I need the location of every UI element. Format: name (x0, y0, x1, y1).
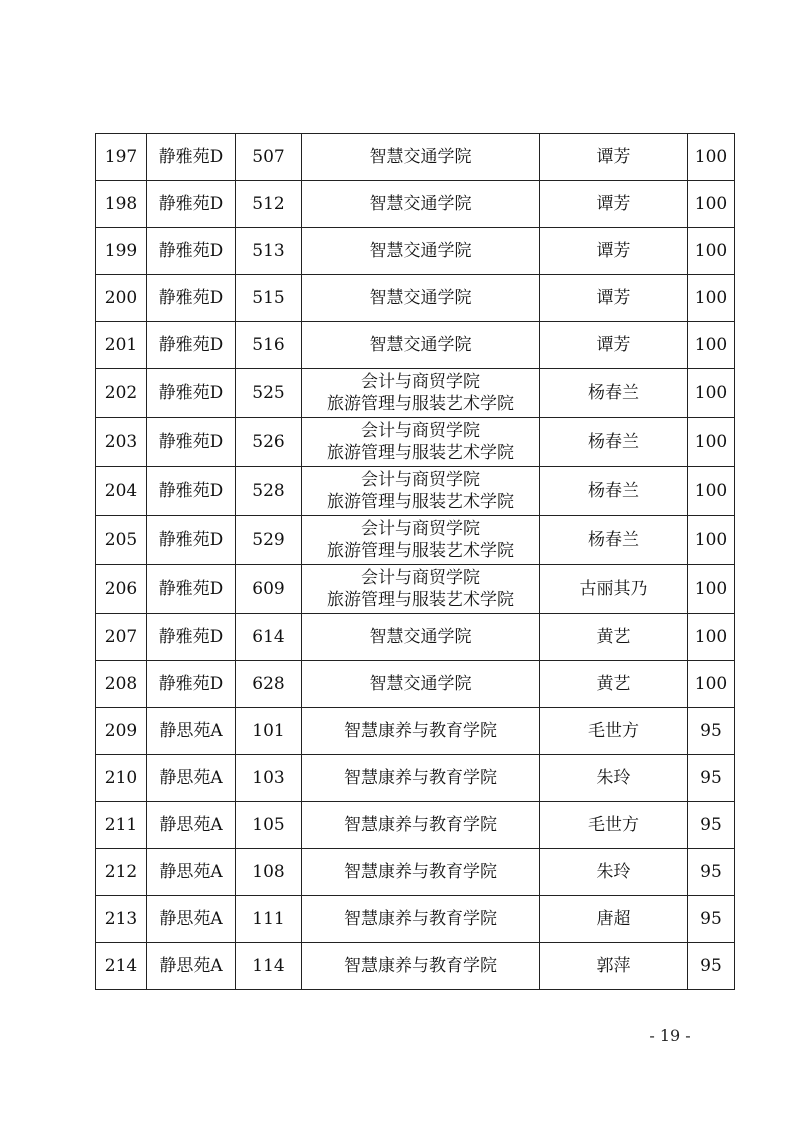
room-cell: 108 (236, 849, 302, 896)
department-cell (302, 467, 540, 516)
table-row (96, 708, 735, 755)
room-cell: 529 (236, 516, 302, 565)
row-number-cell: 211 (96, 802, 147, 849)
table-row (96, 614, 735, 661)
department-line: 智慧康养与教育学院 (344, 815, 497, 835)
department-cell (302, 614, 540, 661)
score-cell: 95 (688, 896, 735, 943)
row-number-cell: 209 (96, 708, 147, 755)
person-cell: 朱玲 (540, 849, 688, 896)
row-number-cell: 208 (96, 661, 147, 708)
row-number-cell: 212 (96, 849, 147, 896)
person-cell: 谭芳 (540, 181, 688, 228)
department-line: 会计与商贸学院 (361, 421, 480, 441)
row-number-cell: 198 (96, 181, 147, 228)
department-line: 会计与商贸学院 (361, 372, 480, 392)
room-cell: 516 (236, 322, 302, 369)
department-cell (302, 322, 540, 369)
department-line: 智慧交通学院 (369, 674, 472, 694)
room-cell: 609 (236, 565, 302, 614)
department-line: 旅游管理与服装艺术学院 (327, 394, 514, 414)
table-row (96, 802, 735, 849)
score-cell: 100 (688, 322, 735, 369)
building-cell: 静雅苑D (147, 467, 236, 516)
room-cell: 507 (236, 134, 302, 181)
person-cell: 郭萍 (540, 943, 688, 990)
room-cell: 515 (236, 275, 302, 322)
room-cell: 525 (236, 369, 302, 418)
department-line: 旅游管理与服装艺术学院 (327, 541, 514, 561)
score-cell: 95 (688, 943, 735, 990)
score-cell: 100 (688, 228, 735, 275)
table-row (96, 322, 735, 369)
department-cell (302, 418, 540, 467)
table-row (96, 181, 735, 228)
room-cell: 111 (236, 896, 302, 943)
room-cell: 628 (236, 661, 302, 708)
department-line: 智慧康养与教育学院 (344, 721, 497, 741)
building-cell: 静雅苑D (147, 565, 236, 614)
building-cell: 静思苑A (147, 849, 236, 896)
row-number-cell: 207 (96, 614, 147, 661)
score-cell: 100 (688, 275, 735, 322)
department-line: 会计与商贸学院 (361, 470, 480, 490)
person-cell: 谭芳 (540, 228, 688, 275)
department-line: 智慧康养与教育学院 (344, 768, 497, 788)
building-cell: 静思苑A (147, 802, 236, 849)
department-cell (302, 134, 540, 181)
building-cell: 静雅苑D (147, 516, 236, 565)
building-cell: 静雅苑D (147, 134, 236, 181)
score-cell: 100 (688, 369, 735, 418)
table-row (96, 943, 735, 990)
row-number-cell: 214 (96, 943, 147, 990)
department-line: 智慧康养与教育学院 (344, 909, 497, 929)
department-line: 智慧交通学院 (369, 627, 472, 647)
row-number-cell: 213 (96, 896, 147, 943)
room-cell: 614 (236, 614, 302, 661)
row-number-cell: 206 (96, 565, 147, 614)
person-cell: 古丽其乃 (540, 565, 688, 614)
room-cell: 526 (236, 418, 302, 467)
person-cell: 唐超 (540, 896, 688, 943)
person-cell: 杨春兰 (540, 467, 688, 516)
score-cell: 100 (688, 134, 735, 181)
table-row (96, 896, 735, 943)
person-cell: 杨春兰 (540, 516, 688, 565)
row-number-cell: 203 (96, 418, 147, 467)
department-cell (302, 755, 540, 802)
department-line: 智慧交通学院 (369, 241, 472, 261)
score-cell: 100 (688, 614, 735, 661)
department-line: 旅游管理与服装艺术学院 (327, 590, 514, 610)
table-row (96, 661, 735, 708)
person-cell: 谭芳 (540, 322, 688, 369)
score-cell: 95 (688, 708, 735, 755)
score-cell: 100 (688, 181, 735, 228)
score-cell: 100 (688, 661, 735, 708)
table-row (96, 467, 735, 516)
person-cell: 杨春兰 (540, 369, 688, 418)
person-cell: 谭芳 (540, 134, 688, 181)
table-row (96, 516, 735, 565)
building-cell: 静思苑A (147, 896, 236, 943)
department-line: 智慧康养与教育学院 (344, 862, 497, 882)
department-cell (302, 708, 540, 755)
department-line: 会计与商贸学院 (361, 519, 480, 539)
person-cell: 毛世方 (540, 802, 688, 849)
room-cell: 105 (236, 802, 302, 849)
department-cell (302, 369, 540, 418)
room-cell: 114 (236, 943, 302, 990)
department-line: 智慧交通学院 (369, 194, 472, 214)
room-cell: 528 (236, 467, 302, 516)
score-cell: 95 (688, 802, 735, 849)
department-cell (302, 275, 540, 322)
building-cell: 静雅苑D (147, 181, 236, 228)
table-row (96, 418, 735, 467)
building-cell: 静雅苑D (147, 275, 236, 322)
building-cell: 静雅苑D (147, 418, 236, 467)
department-cell (302, 181, 540, 228)
department-line: 旅游管理与服装艺术学院 (327, 492, 514, 512)
room-cell: 101 (236, 708, 302, 755)
score-cell: 100 (688, 516, 735, 565)
row-number-cell: 204 (96, 467, 147, 516)
building-cell: 静雅苑D (147, 614, 236, 661)
department-line: 智慧康养与教育学院 (344, 956, 497, 976)
person-cell: 谭芳 (540, 275, 688, 322)
row-number-cell: 200 (96, 275, 147, 322)
building-cell: 静雅苑D (147, 661, 236, 708)
department-line: 旅游管理与服装艺术学院 (327, 443, 514, 463)
department-cell (302, 228, 540, 275)
room-cell: 103 (236, 755, 302, 802)
person-cell: 毛世方 (540, 708, 688, 755)
department-line: 智慧交通学院 (369, 288, 472, 308)
building-cell: 静思苑A (147, 708, 236, 755)
building-cell: 静雅苑D (147, 369, 236, 418)
department-cell (302, 943, 540, 990)
page-number: - 19 - (649, 1026, 691, 1045)
department-line: 智慧交通学院 (369, 335, 472, 355)
score-cell: 100 (688, 565, 735, 614)
building-cell: 静雅苑D (147, 228, 236, 275)
department-cell (302, 661, 540, 708)
table-row (96, 755, 735, 802)
department-cell (302, 896, 540, 943)
department-cell (302, 802, 540, 849)
room-cell: 512 (236, 181, 302, 228)
building-cell: 静思苑A (147, 943, 236, 990)
department-cell (302, 565, 540, 614)
table-row (96, 565, 735, 614)
row-number-cell: 202 (96, 369, 147, 418)
score-cell: 100 (688, 467, 735, 516)
building-cell: 静思苑A (147, 755, 236, 802)
table-row (96, 275, 735, 322)
department-cell (302, 849, 540, 896)
row-number-cell: 201 (96, 322, 147, 369)
score-cell: 95 (688, 849, 735, 896)
row-number-cell: 205 (96, 516, 147, 565)
row-number-cell: 210 (96, 755, 147, 802)
dormitory-score-table (95, 133, 735, 990)
building-cell: 静雅苑D (147, 322, 236, 369)
score-cell: 95 (688, 755, 735, 802)
table-body (96, 134, 735, 990)
score-cell: 100 (688, 418, 735, 467)
room-cell: 513 (236, 228, 302, 275)
table-row (96, 228, 735, 275)
row-number-cell: 199 (96, 228, 147, 275)
person-cell: 黄艺 (540, 614, 688, 661)
department-cell (302, 516, 540, 565)
table-row (96, 849, 735, 896)
table-row (96, 369, 735, 418)
table-row (96, 134, 735, 181)
person-cell: 黄艺 (540, 661, 688, 708)
person-cell: 朱玲 (540, 755, 688, 802)
row-number-cell: 197 (96, 134, 147, 181)
person-cell: 杨春兰 (540, 418, 688, 467)
department-line: 会计与商贸学院 (361, 568, 480, 588)
department-line: 智慧交通学院 (369, 147, 472, 167)
